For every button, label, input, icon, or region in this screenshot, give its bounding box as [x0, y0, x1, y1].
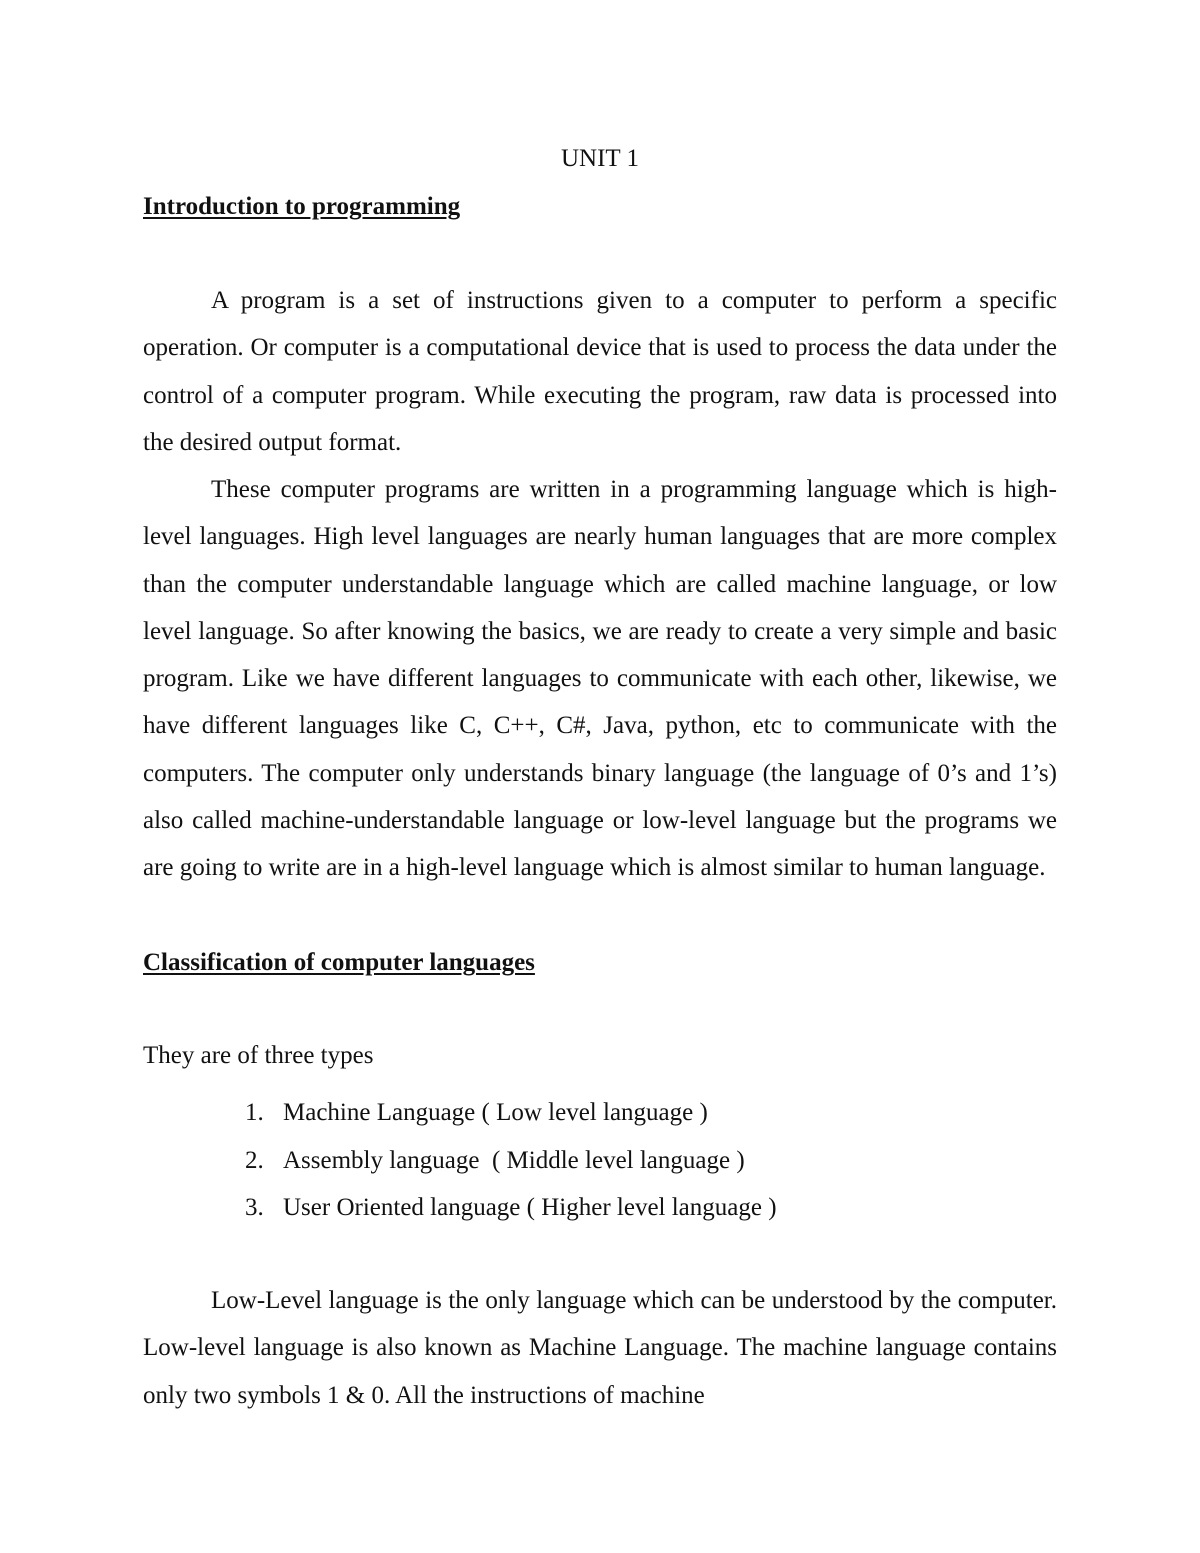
- unit-title: UNIT 1: [560, 145, 639, 172]
- list-item-number: 1.: [245, 1099, 264, 1126]
- list-item: [245, 1137, 777, 1185]
- list-item: [245, 1184, 777, 1232]
- list-item-label: User Oriented language ( Higher level language ): [283, 1194, 777, 1221]
- language-types-list: [245, 1089, 777, 1232]
- list-item-label: Machine Language ( Low level language ): [283, 1099, 708, 1126]
- paragraph-programming-languages: These computer programs are written in a programming language which is high-level languages. High level languages are nearly human languages that are more complex than the computer understandable language which are called machine language, or low level language. So after knowing the basics, we are ready to create a very simple and basic program. Like we have different languages to communicate with each other, likewise, we have different languages like C, C++, C#, Java, python, etc to communicate with the computers. The computer only understands binary language (the language of 0’s and 1’s) also called machine-understandable language or low-level language but the programs we are going to write are in a high-level language which is almost similar to human language.: [143, 476, 1057, 882]
- list-item-number: 2.: [245, 1146, 264, 1174]
- paragraph-low-level-language: Low-Level language is the only language which can be understood by the computer. Low-level language is also known as Machine Language. The machine language contains only two symbols 1 & 0. All the instructions of machine: [143, 1287, 1057, 1409]
- list-item-number: 3.: [245, 1194, 264, 1221]
- paragraph-program-definition: A program is a set of instructions given to a computer to perform a specific operation. Or computer is a computational device that is used to process the data under the control of a computer program. While executing the program, raw data is processed into the desired output format.: [143, 287, 1057, 456]
- intro-heading: Introduction to programming: [143, 193, 461, 220]
- classification-heading: Classification of computer languages: [143, 949, 535, 976]
- list-item-label: Assembly language ( Middle level language ): [283, 1146, 745, 1174]
- types-intro: They are of three types: [143, 1042, 374, 1069]
- list-item: [245, 1089, 777, 1137]
